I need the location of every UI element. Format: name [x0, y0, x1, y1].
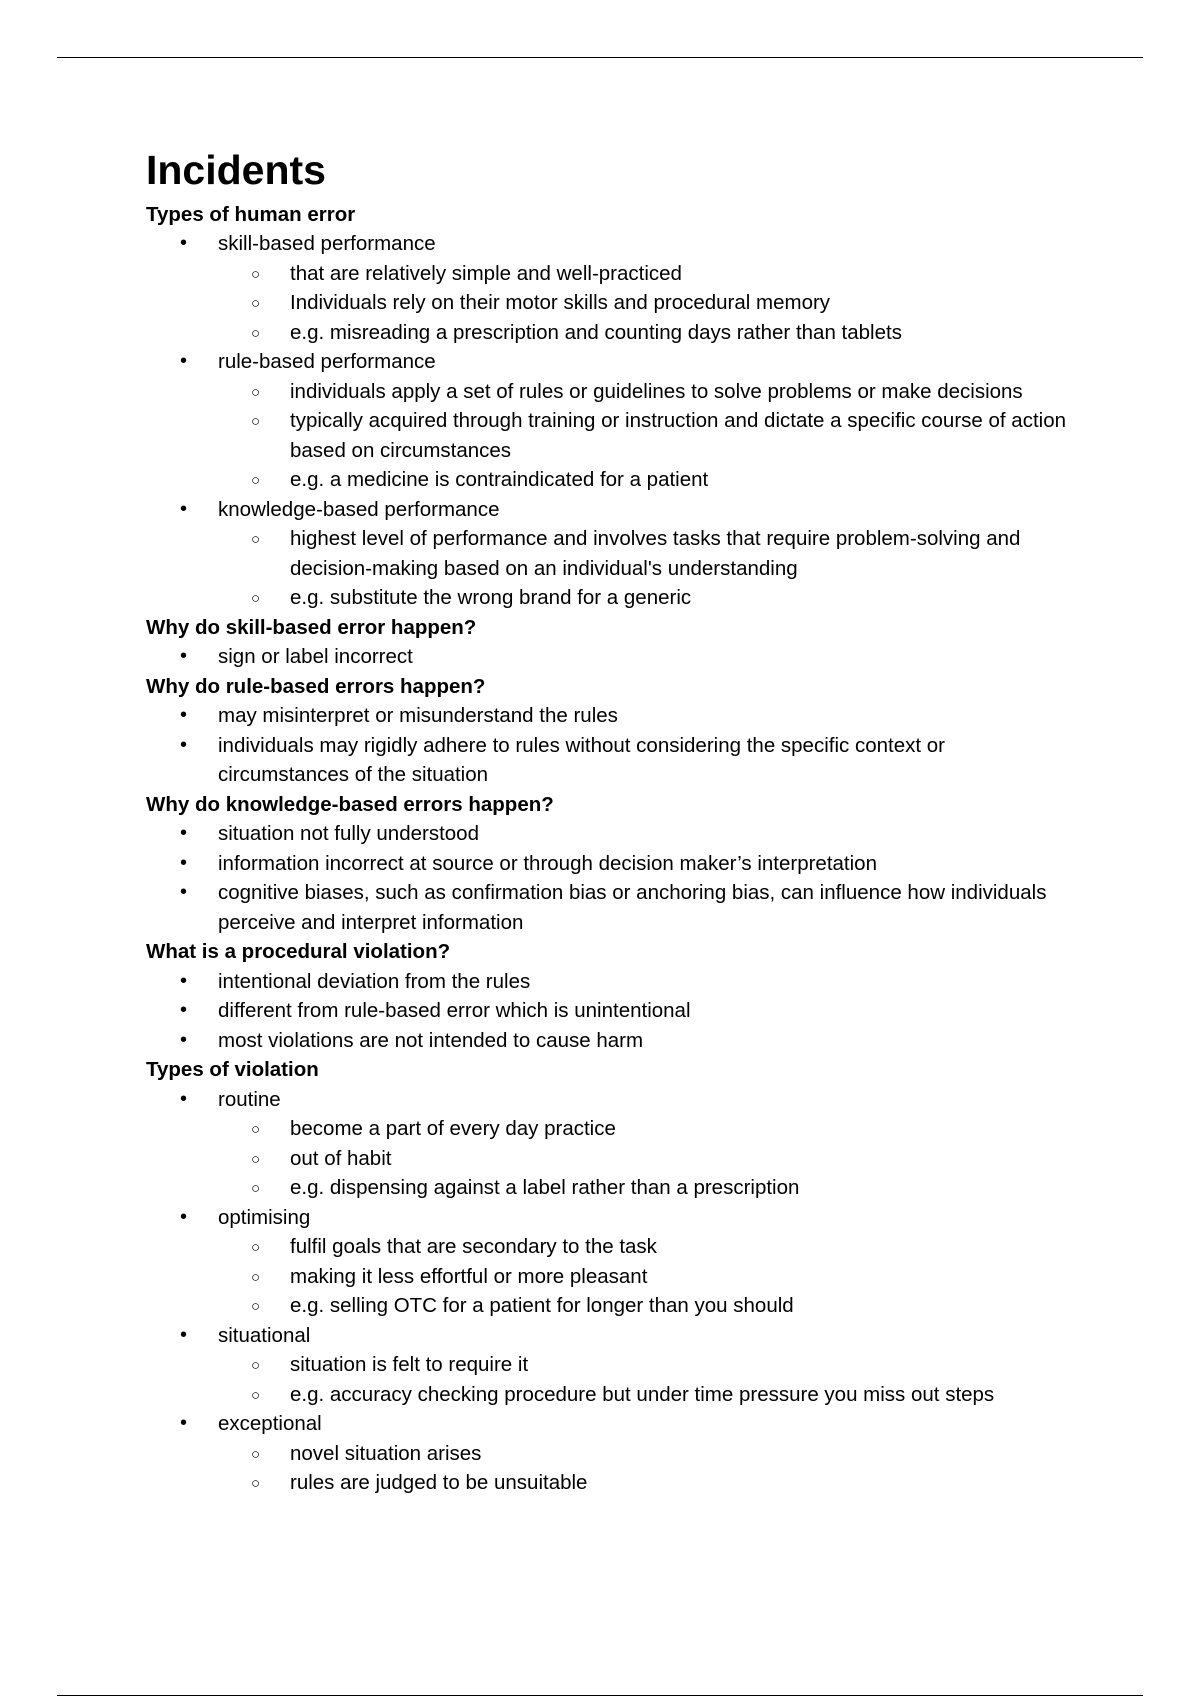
circle-bullet-icon: ○ [251, 1357, 261, 1375]
document-body [146, 148, 1076, 1498]
bullet-icon: • [180, 497, 188, 520]
bullet-icon: • [180, 1028, 188, 1051]
circle-bullet-icon: ○ [251, 265, 261, 283]
list-item [146, 878, 1076, 937]
list-item [146, 347, 1076, 495]
sections-container [146, 200, 1076, 1498]
circle-bullet-icon: ○ [251, 472, 261, 490]
sub-list-item-text: e.g. misreading a prescription and counting days rather than tablets [290, 320, 902, 344]
section-heading: Why do knowledge-based errors happen? [146, 792, 554, 816]
sub-list [218, 1350, 1076, 1409]
list-item [146, 229, 1076, 347]
list-item-text: situational [218, 1323, 311, 1347]
list-item [146, 642, 1076, 672]
sub-list-item-text: e.g. selling OTC for a patient for longer than you should [290, 1294, 794, 1318]
list-item [146, 996, 1076, 1026]
sub-list-item [218, 524, 1076, 583]
bullet-icon: • [180, 999, 188, 1022]
bullet-icon: • [180, 822, 188, 845]
sub-list-item [218, 1144, 1076, 1174]
sub-list-item-text: Individuals rely on their motor skills and procedural memory [290, 291, 831, 315]
bullet-icon: • [180, 704, 188, 727]
list-item-text: may misinterpret or misunderstand the rules [218, 704, 618, 728]
bullet-icon: • [180, 1205, 188, 1228]
bullet-list [146, 819, 1076, 937]
sub-list [218, 259, 1076, 348]
list-item-text: rule-based performance [218, 350, 436, 374]
sub-list-item-text: e.g. dispensing against a label rather than a prescription [290, 1176, 800, 1200]
list-item [146, 1026, 1076, 1056]
sub-list-item-text: individuals apply a set of rules or guidelines to solve problems or make decisions [290, 379, 1023, 403]
sub-list [218, 1232, 1076, 1321]
sub-list-item-text: e.g. accuracy checking procedure but under time pressure you miss out steps [290, 1382, 995, 1406]
sub-list-item [218, 1262, 1076, 1292]
list-item [146, 1203, 1076, 1321]
sub-list-item [218, 377, 1076, 407]
sub-list-item [218, 1291, 1076, 1321]
circle-bullet-icon: ○ [251, 590, 261, 608]
list-item [146, 731, 1076, 790]
section-heading: Types of violation [146, 1058, 319, 1082]
list-item-text: sign or label incorrect [218, 645, 413, 669]
list-item [146, 1085, 1076, 1203]
sub-list-item-text: fulfil goals that are secondary to the task [290, 1235, 657, 1259]
sub-list [218, 1439, 1076, 1498]
circle-bullet-icon: ○ [251, 1386, 261, 1404]
list-item-text: most violations are not intended to cause harm [218, 1028, 644, 1052]
circle-bullet-icon: ○ [251, 295, 261, 313]
bullet-icon: • [180, 232, 188, 255]
sub-list-item-text: e.g. a medicine is contraindicated for a patient [290, 468, 709, 492]
sub-list-item-text: highest level of performance and involves tasks that require problem-solving and decision-making based on an individual's understanding [290, 527, 1021, 580]
list-item [146, 967, 1076, 997]
section-heading: Why do rule-based errors happen? [146, 674, 486, 698]
sub-list-item [218, 1232, 1076, 1262]
bullet-icon: • [180, 733, 188, 756]
sub-list-item [218, 1114, 1076, 1144]
list-item-text: exceptional [218, 1412, 322, 1436]
list-item [146, 819, 1076, 849]
footer-rule [57, 1695, 1143, 1696]
sub-list-item-text: situation is felt to require it [290, 1353, 529, 1377]
sub-list-item [218, 406, 1076, 465]
circle-bullet-icon: ○ [251, 1150, 261, 1168]
circle-bullet-icon: ○ [251, 1445, 261, 1463]
sub-list-item [218, 288, 1076, 318]
list-item-text: individuals may rigidly adhere to rules without considering the specific context or circumstances of the situation [218, 733, 945, 787]
header-rule [57, 57, 1143, 58]
circle-bullet-icon: ○ [251, 1121, 261, 1139]
bullet-list [146, 229, 1076, 613]
bullet-icon: • [180, 1412, 188, 1435]
section-heading: What is a procedural violation? [146, 940, 451, 964]
sub-list-item [218, 259, 1076, 289]
circle-bullet-icon: ○ [251, 383, 261, 401]
bullet-list [146, 701, 1076, 790]
circle-bullet-icon: ○ [251, 413, 261, 431]
sub-list-item [218, 583, 1076, 613]
section-heading: Types of human error [146, 202, 356, 226]
sub-list-item [218, 1439, 1076, 1469]
sub-list-item [218, 318, 1076, 348]
list-item [146, 1409, 1076, 1498]
bullet-icon: • [180, 969, 188, 992]
circle-bullet-icon: ○ [251, 531, 261, 549]
bullet-icon: • [180, 1087, 188, 1110]
bullet-icon: • [180, 881, 188, 904]
list-item-text: skill-based performance [218, 232, 436, 256]
page-title: Incidents [146, 147, 326, 193]
list-item-text: cognitive biases, such as confirmation bias or anchoring bias, can influence how individuals perceive and interpret information [218, 881, 1047, 934]
circle-bullet-icon: ○ [251, 1475, 261, 1493]
sub-list-item-text: making it less effortful or more pleasant [290, 1264, 648, 1288]
sub-list [218, 524, 1076, 613]
bullet-list [146, 642, 1076, 672]
sub-list-item-text: rules are judged to be unsuitable [290, 1471, 588, 1495]
section-heading: Why do skill-based error happen? [146, 615, 477, 639]
sub-list-item-text: become a part of every day practice [290, 1117, 616, 1141]
sub-list-item-text: out of habit [290, 1146, 392, 1170]
bullet-list [146, 1085, 1076, 1498]
bullet-icon: • [180, 1323, 188, 1346]
list-item-text: different from rule-based error which is unintentional [218, 999, 691, 1023]
sub-list-item-text: typically acquired through training or instruction and dictate a specific course of action based on circumstances [290, 409, 1067, 462]
list-item [146, 495, 1076, 613]
list-item-text: information incorrect at source or through decision maker’s interpretation [218, 851, 877, 875]
circle-bullet-icon: ○ [251, 1180, 261, 1198]
list-item-text: routine [218, 1087, 281, 1111]
sub-list-item-text: that are relatively simple and well-practiced [290, 261, 682, 285]
sub-list [218, 377, 1076, 495]
list-item [146, 849, 1076, 879]
bullet-icon: • [180, 851, 188, 874]
sub-list-item-text: novel situation arises [290, 1441, 482, 1465]
sub-list-item [218, 1468, 1076, 1498]
list-item [146, 1321, 1076, 1410]
list-item [146, 701, 1076, 731]
list-item-text: knowledge-based performance [218, 497, 500, 521]
sub-list-item [218, 465, 1076, 495]
circle-bullet-icon: ○ [251, 324, 261, 342]
bullet-list [146, 967, 1076, 1056]
sub-list-item [218, 1380, 1076, 1410]
bullet-icon: • [180, 350, 188, 373]
sub-list-item [218, 1350, 1076, 1380]
bullet-icon: • [180, 645, 188, 668]
circle-bullet-icon: ○ [251, 1268, 261, 1286]
sub-list-item [218, 1173, 1076, 1203]
list-item-text: optimising [218, 1205, 311, 1229]
circle-bullet-icon: ○ [251, 1298, 261, 1316]
sub-list [218, 1114, 1076, 1203]
list-item-text: situation not fully understood [218, 822, 479, 846]
list-item-text: intentional deviation from the rules [218, 969, 531, 993]
sub-list-item-text: e.g. substitute the wrong brand for a generic [290, 586, 692, 610]
circle-bullet-icon: ○ [251, 1239, 261, 1257]
